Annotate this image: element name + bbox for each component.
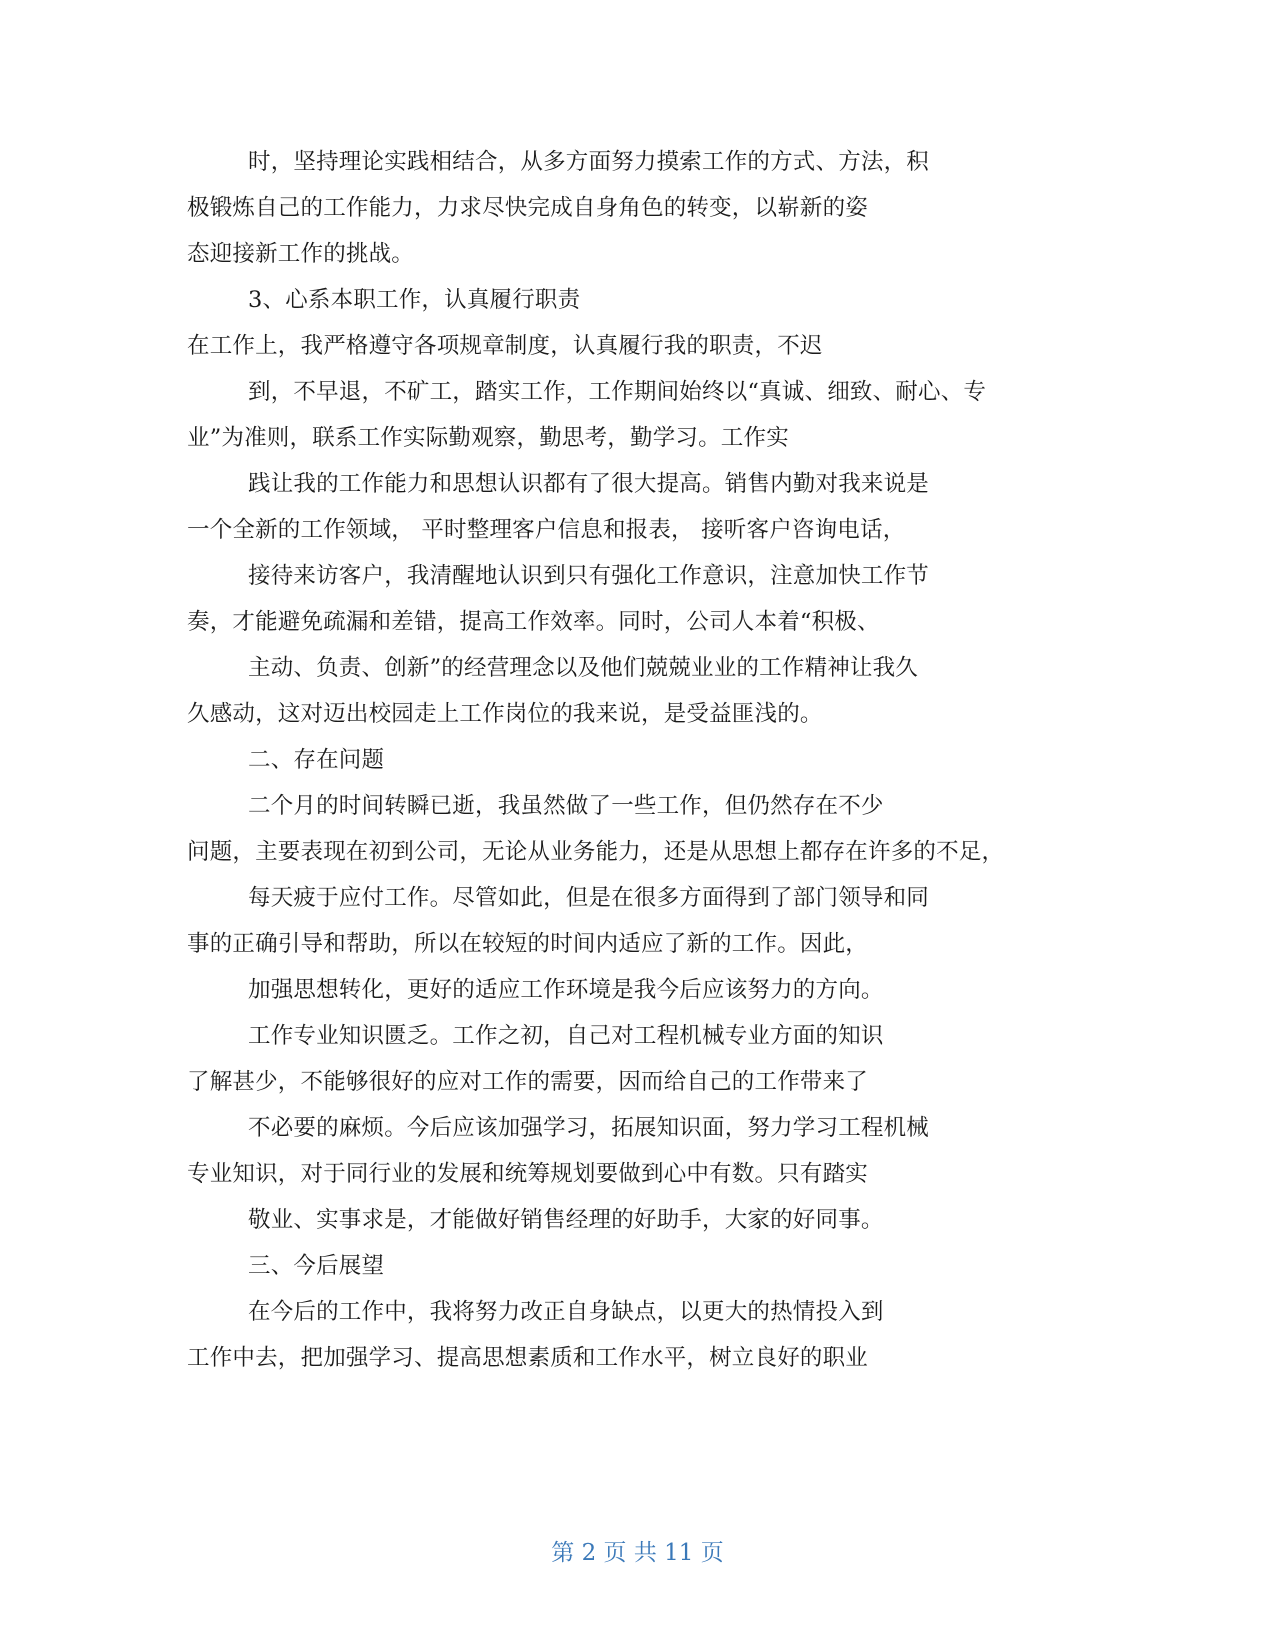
text-line: 在今后的工作中，我将努力改正自身缺点，以更大的热情投入到 xyxy=(248,1299,884,1325)
text-line: 业”为准则，联系工作实际勤观察，勤思考，勤学习。工作实 xyxy=(187,425,789,451)
text-line: 加强思想转化，更好的适应工作环境是我今后应该努力的方向。 xyxy=(248,977,884,1003)
text-line: 每天疲于应付工作。尽管如此，但是在很多方面得到了部门领导和同 xyxy=(248,885,930,911)
text-line: 敬业、实事求是，才能做好销售经理的好助手，大家的好同事。 xyxy=(248,1207,884,1233)
section-heading: 二、存在问题 xyxy=(248,747,385,773)
text-line: 专业知识，对于同行业的发展和统筹规划要做到心中有数。只有踏实 xyxy=(187,1161,869,1187)
text-line: 奏，才能避免疏漏和差错，提高工作效率。同时，公司人本着“积极、 xyxy=(187,609,880,635)
text-line: 态迎接新工作的挑战。 xyxy=(187,241,415,267)
text-line: 工作中去，把加强学习、提高思想素质和工作水平，树立良好的职业 xyxy=(187,1345,869,1371)
text-line: 一个全新的工作领域， 平时整理客户信息和报表， 接听客户咨询电话， xyxy=(187,517,906,543)
text-line: 工作专业知识匮乏。工作之初，自己对工程机械专业方面的知识 xyxy=(248,1023,884,1049)
text-line: 极锻炼自己的工作能力，力求尽快完成自身角色的转变，以崭新的姿 xyxy=(187,195,869,221)
text-line: 二个月的时间转瞬已逝，我虽然做了一些工作，但仍然存在不少 xyxy=(248,793,884,819)
text-line: 问题，主要表现在初到公司，无论从业务能力，还是从思想上都存在许多的不足， xyxy=(187,839,1005,865)
page-number-footer: 第 2 页 共 11 页 xyxy=(551,1540,724,1566)
text-line: 事的正确引导和帮助，所以在较短的时间内适应了新的工作。因此， xyxy=(187,931,869,957)
text-line: 接待来访客户，我清醒地认识到只有强化工作意识，注意加快工作节 xyxy=(248,563,930,589)
text-line: 了解甚少，不能够很好的应对工作的需要，因而给自己的工作带来了 xyxy=(187,1069,869,1095)
text-line: 践让我的工作能力和思想认识都有了很大提高。销售内勤对我来说是 xyxy=(248,471,930,497)
text-line: 在工作上，我严格遵守各项规章制度，认真履行我的职责，不迟 xyxy=(187,333,823,359)
text-line: 不必要的麻烦。今后应该加强学习，拓展知识面，努力学习工程机械 xyxy=(248,1115,930,1141)
section-heading: 三、今后展望 xyxy=(248,1253,385,1279)
section-heading: 3、心系本职工作，认真履行职责 xyxy=(248,287,581,313)
text-line: 时，坚持理论实践相结合，从多方面努力摸索工作的方式、方法，积 xyxy=(248,149,930,175)
text-line: 主动、负责、创新”的经营理念以及他们兢兢业业的工作精神让我久 xyxy=(248,655,919,681)
text-line: 久感动，这对迈出校园走上工作岗位的我来说，是受益匪浅的。 xyxy=(187,701,823,727)
text-line: 到，不早退，不矿工，踏实工作，工作期间始终以“真诚、细致、耐心、专 xyxy=(248,379,987,405)
